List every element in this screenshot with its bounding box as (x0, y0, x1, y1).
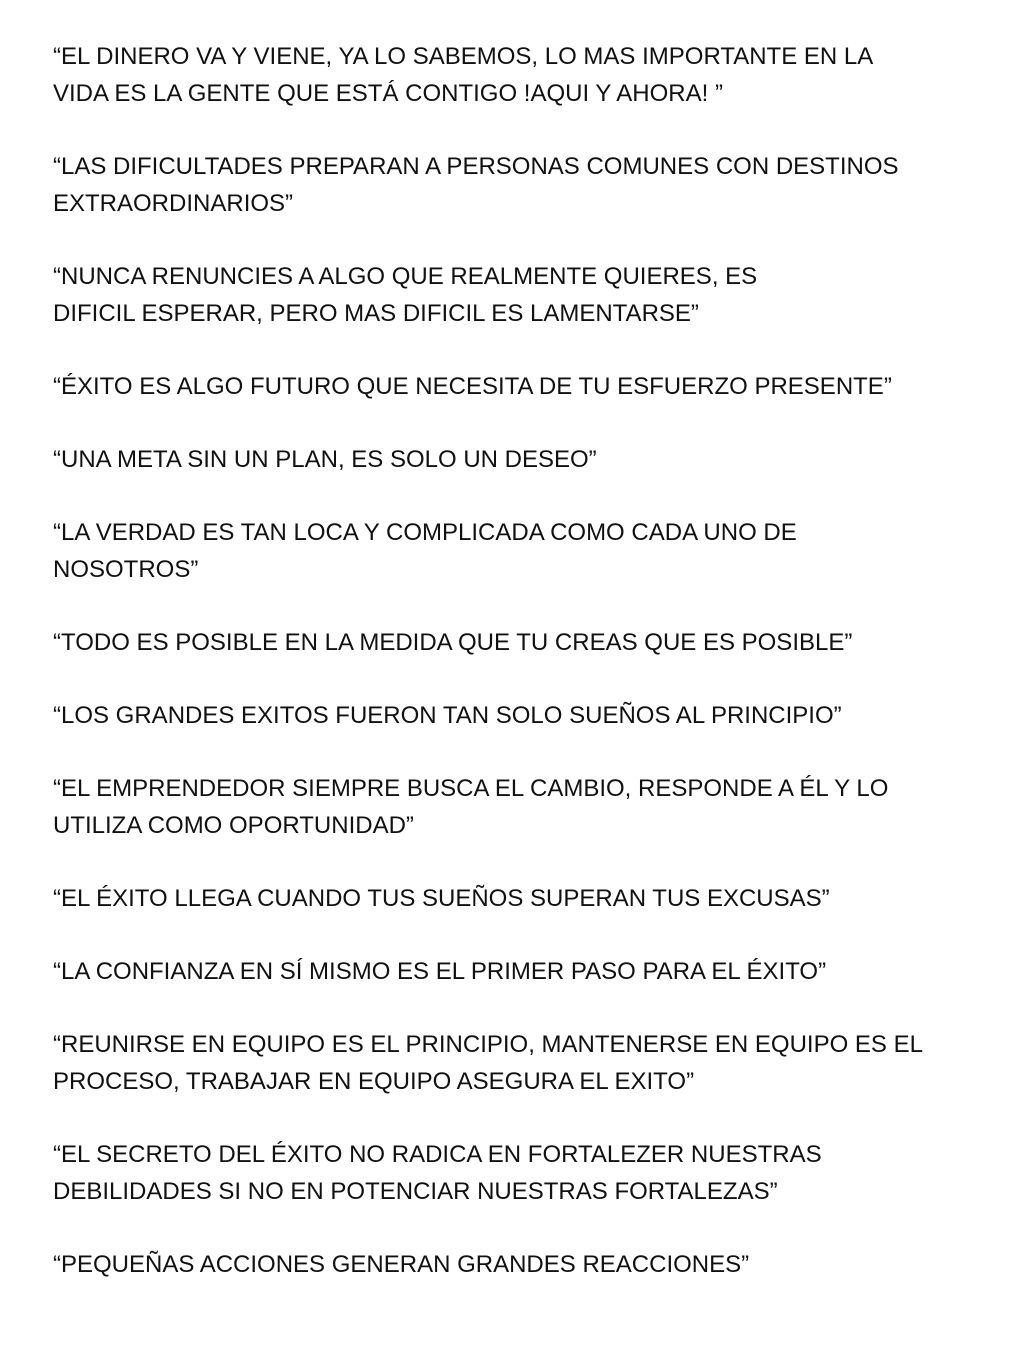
quote-line: “EL EMPRENDEDOR SIEMPRE BUSCA EL CAMBIO, RESPONDE A ÉL Y LO (53, 775, 889, 802)
quote-item (53, 148, 953, 222)
quote-item (53, 770, 953, 844)
quote-item (53, 1026, 953, 1100)
quote-list (53, 38, 953, 1283)
quote-line: “LAS DIFICULTADES PREPARAN A PERSONAS COMUNES CON DESTINOS (53, 153, 899, 180)
quote-item (53, 697, 953, 734)
quote-item (53, 38, 953, 112)
quote-line: “NUNCA RENUNCIES A ALGO QUE REALMENTE QUIERES, ES (53, 263, 758, 290)
quote-line: NOSOTROS” (53, 556, 199, 583)
quote-line: “EL DINERO VA Y VIENE, YA LO SABEMOS, LO MAS IMPORTANTE EN LA (53, 43, 874, 70)
quote-line: “PEQUEÑAS ACCIONES GENERAN GRANDES REACCIONES” (53, 1251, 750, 1278)
quote-line: EXTRAORDINARIOS” (53, 190, 294, 217)
quote-line: PROCESO, TRABAJAR EN EQUIPO ASEGURA EL EXITO” (53, 1068, 695, 1095)
quote-item (53, 1246, 953, 1283)
quote-line: DEBILIDADES SI NO EN POTENCIAR NUESTRAS FORTALEZAS” (53, 1178, 778, 1205)
quote-line: “ÉXITO ES ALGO FUTURO QUE NECESITA DE TU ESFUERZO PRESENTE” (53, 373, 892, 400)
quote-item (53, 1136, 953, 1210)
quote-line: “LA VERDAD ES TAN LOCA Y COMPLICADA COMO CADA UNO DE (53, 519, 797, 546)
quote-line: VIDA ES LA GENTE QUE ESTÁ CONTIGO !AQUI Y AHORA! ” (53, 80, 723, 107)
quote-item (53, 368, 953, 405)
quote-line: “LOS GRANDES EXITOS FUERON TAN SOLO SUEÑOS AL PRINCIPIO” (53, 702, 842, 729)
quote-line: “UNA META SIN UN PLAN, ES SOLO UN DESEO” (53, 446, 597, 473)
quote-line: “EL SECRETO DEL ÉXITO NO RADICA EN FORTALEZER NUESTRAS (53, 1141, 822, 1168)
quote-line: “LA CONFIANZA EN SÍ MISMO ES EL PRIMER PASO PARA EL ÉXITO” (53, 958, 827, 985)
quote-item (53, 624, 953, 661)
quote-item (53, 514, 953, 588)
quote-item (53, 953, 953, 990)
quote-item (53, 441, 953, 478)
quote-line: UTILIZA COMO OPORTUNIDAD” (53, 812, 414, 839)
quote-line: “REUNIRSE EN EQUIPO ES EL PRINCIPIO, MANTENERSE EN EQUIPO ES EL (53, 1031, 923, 1058)
quote-line: DIFICIL ESPERAR, PERO MAS DIFICIL ES LAMENTARSE” (53, 300, 699, 327)
quote-item (53, 258, 953, 332)
quote-line: “EL ÉXITO LLEGA CUANDO TUS SUEÑOS SUPERAN TUS EXCUSAS” (53, 885, 830, 912)
quote-line: “TODO ES POSIBLE EN LA MEDIDA QUE TU CREAS QUE ES POSIBLE” (53, 629, 853, 656)
quote-item (53, 880, 953, 917)
